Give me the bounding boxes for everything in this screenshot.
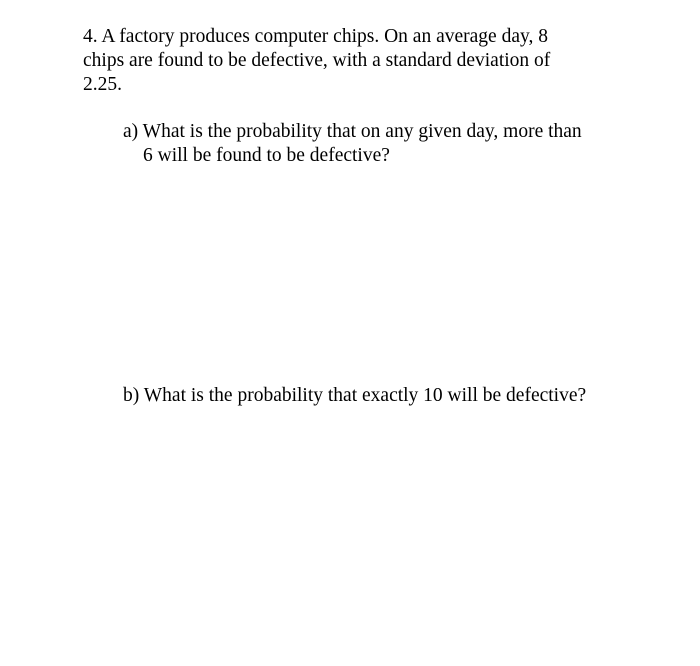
question-line-1: 4. A factory produces computer chips. On an average day, 8 [83, 26, 548, 47]
part-b-line: b) What is the probability that exactly 10 will be defective? [123, 385, 587, 406]
question-line-2: chips are found to be defective, with a standard deviation of [83, 50, 551, 71]
question-line-3: 2.25. [83, 74, 122, 95]
part-a-line-1: a) What is the probability that on any given day, more than [123, 121, 582, 142]
part-a-line-2: 6 will be found to be defective? [143, 145, 390, 166]
